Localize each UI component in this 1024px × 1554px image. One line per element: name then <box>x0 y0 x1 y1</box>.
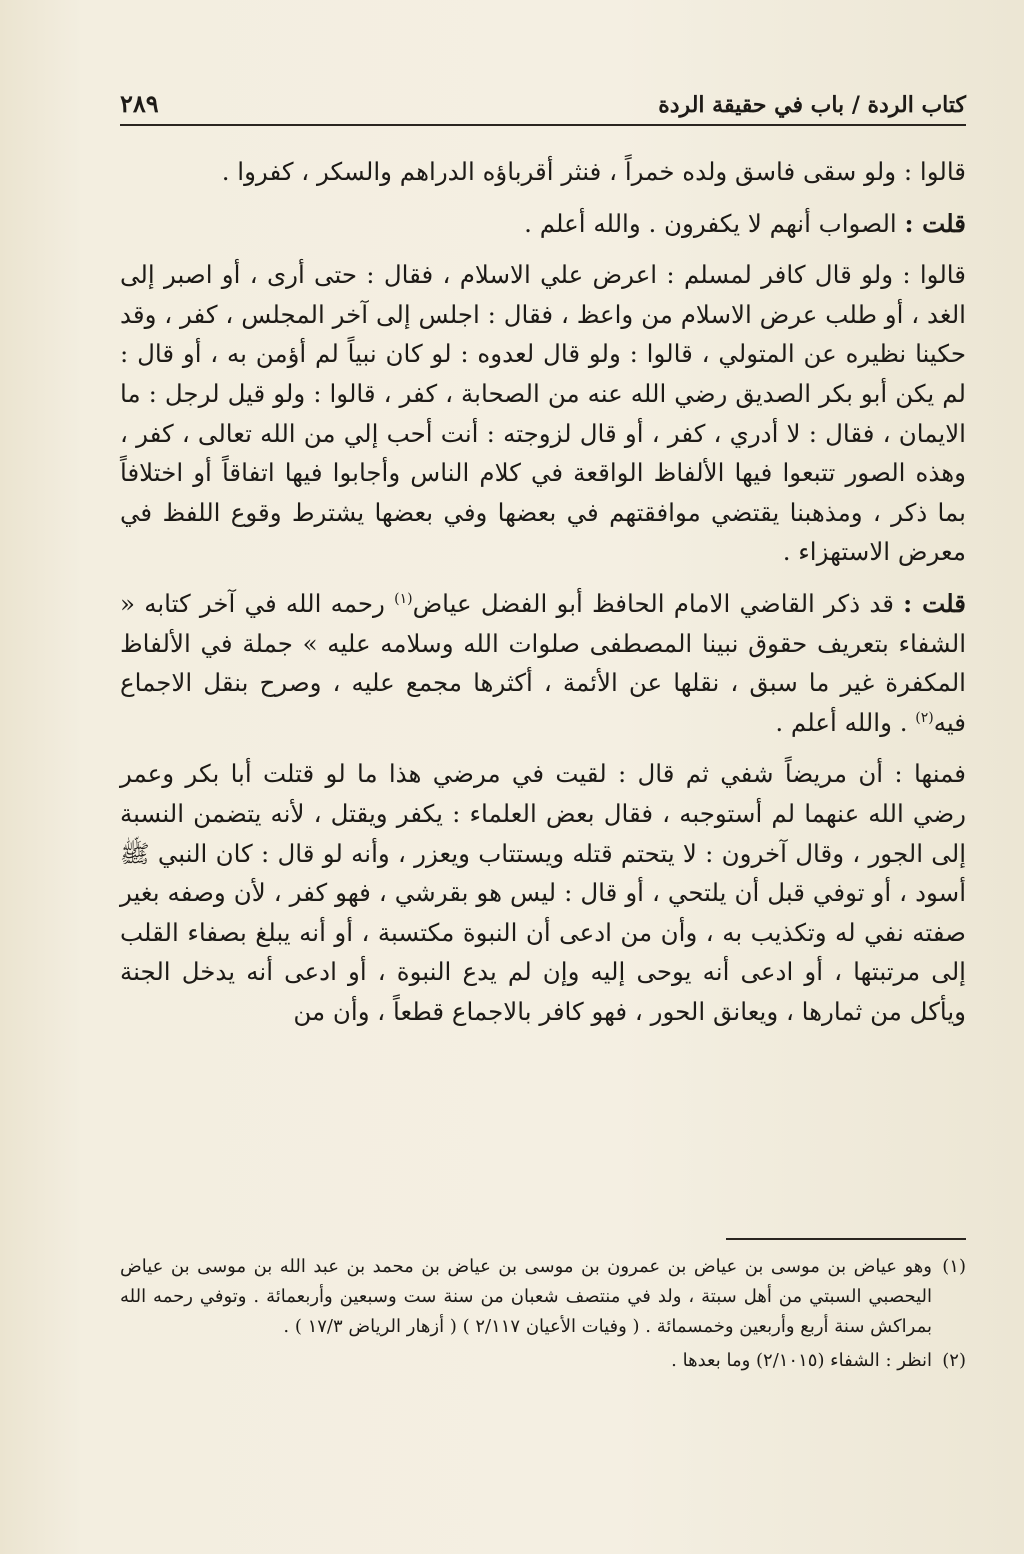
paragraph-text: الصواب أنهم لا يكفرون . والله أعلم . <box>524 208 905 238</box>
footnote-text: انظر : الشفاء (٢/١٠١٥) وما بعدها . <box>671 1350 932 1371</box>
paragraph-text: قالوا : ولو قال كافر لمسلم : اعرض علي الاسلام ، فقال : حتى أرى ، أو اصبر إلى الغد ، أو طلب عرض الاسلام من واعظ ، فقال : اجلس إلى آخر المجلس ، كفر ، وقد حكينا نظيره عن المتولي ، قالوا : ولو قال لعدوه : لو كان نبياً لم أؤمن به ، أو قال : لم يكن أبو بكر الصديق رضي الله عنه من الصحابة ، كفر ، قالوا : ولو قيل لرجل : ما الايمان ، فقال : لا أدري ، كفر ، أو قال لزوجته : أنت أحب إلي من الله تعالى ، كفر ، وهذه الصور تتبعوا فيها الألفاظ الواقعة في كلام الناس وأجابوا فيها اتفاقاً أو اختلافاً بما ذكر ، ومذهبنا يقتضي موافقتهم في بعضها وفي بعضها يشترط وقوع اللفظ في معرض الاستهزاء . <box>120 260 966 567</box>
paragraph-lead: قلت : <box>904 208 966 238</box>
paragraph-text-cont: رحمه الله في آخر كتابه « الشفاء بتعريف حقوق نبينا المصطفى صلوات الله وسلامه عليه » جملة في الألفاظ المكفرة غير ما سبق ، نقلها عن الأئمة ، أكثرها مجمع عليه ، وصرح بنقل الاجماع فيه <box>120 588 966 737</box>
footnote-ref[interactable]: (١) <box>394 590 413 607</box>
paragraph-text: قد ذكر القاضي الامام الحافظ أبو الفضل عياض <box>412 588 904 618</box>
paragraph-lead: قلت : <box>903 588 966 618</box>
page-number: ٢٨٩ <box>120 89 159 118</box>
paragraph-text-end: . والله أعلم . <box>775 707 916 737</box>
running-title: كتاب الردة / باب في حقيقة الردة <box>658 92 966 118</box>
paragraph <box>120 754 966 1031</box>
footnote-number: (١) <box>942 1256 966 1277</box>
footnote-divider <box>726 1238 966 1240</box>
footnote-text: وهو عياض بن موسى بن عياض بن عمرون بن موسى بن عياض بن محمد بن عبد الله بن موسى بن عياض اليحصبي السبتي من أهل سبتة ، ولد في منتصف شعبان من سنة ست وسبعين وأربعمائة . وتوفي رحمه الله بمراكش سنة أربع وأربعين وخمسمائة . ( وفيات الأعيان ٢/١١٧ ) ( أزهار الرياض ١٧/٣ ) . <box>120 1256 932 1337</box>
paragraph <box>120 584 966 742</box>
paragraph <box>120 152 966 192</box>
paragraph <box>120 204 966 244</box>
paragraph-text: قالوا : ولو سقى فاسق ولده خمراً ، فنثر أقرباؤه الدراهم والسكر ، كفروا . <box>221 157 966 186</box>
footnote <box>120 1252 966 1342</box>
page-header <box>120 74 966 126</box>
footnotes <box>120 1238 966 1380</box>
footnote-ref[interactable]: (٢) <box>915 709 934 726</box>
paragraph-text: فمنها : أن مريضاً شفي ثم قال : لقيت في مرضي هذا ما لو قتلت أبا بكر وعمر رضي الله عنهما لم أستوجبه ، فقال بعض العلماء : يكفر ويقتل ، لأنه يتضمن النسبة إلى الجور ، وقال آخرون : لا يتحتم قتله ويستتاب ويعزر ، وأنه لو قال : كان النبي ﷺ أسود ، أو توفي قبل أن يلتحي ، أو قال : ليس هو بقرشي ، فهو كفر ، لأن وصفه بغير صفته نفي له وتكذيب به ، وأن من ادعى أن النبوة مكتسبة ، أو أنه يبلغ بصفاء القلب إلى مرتبتها ، أو ادعى أنه يوحى إليه وإن لم يدع النبوة ، أو ادعى أنه يدخل الجنة ويأكل من ثمارها ، ويعانق الحور ، فهو كافر بالاجماع قطعاً ، وأن من <box>120 759 966 1026</box>
main-text <box>120 152 966 1043</box>
footnote-number: (٢) <box>942 1350 966 1371</box>
footnote <box>120 1346 966 1376</box>
paragraph <box>120 255 966 572</box>
